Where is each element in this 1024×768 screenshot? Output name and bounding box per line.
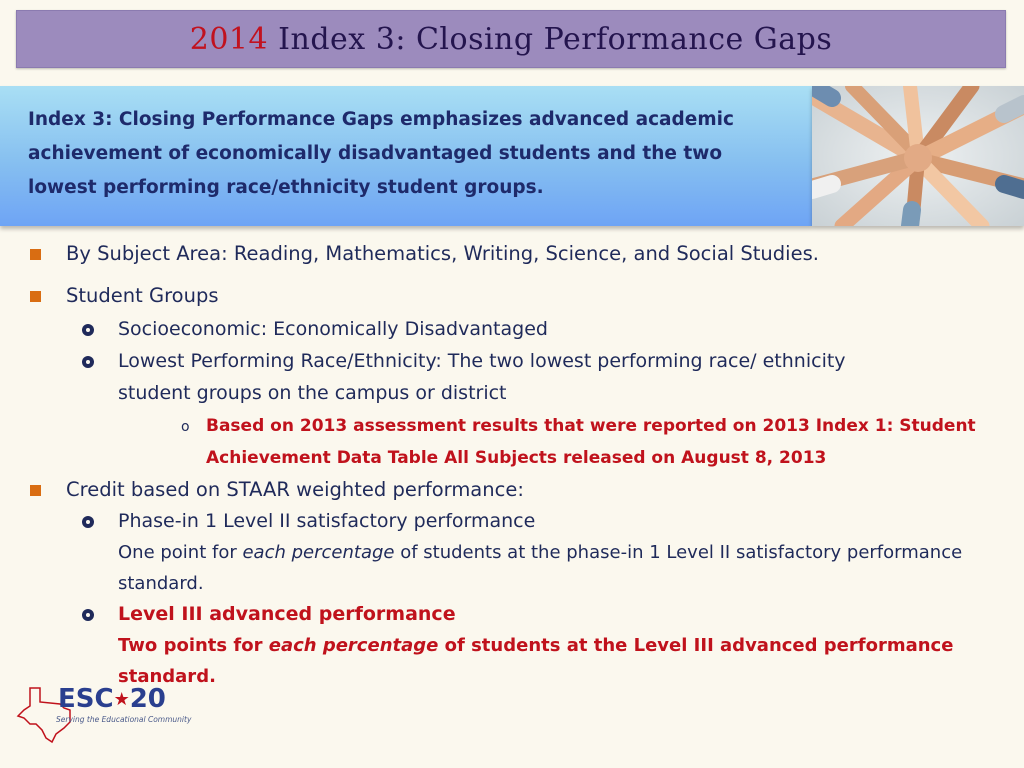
title-year: 2014 xyxy=(189,21,269,57)
square-bullet-icon xyxy=(30,249,41,260)
hands-together-photo xyxy=(812,86,1024,226)
bullet-based-on-2013: o Based on 2013 assessment results that were reported on 2013 Index 1: Student Achievement Data Table All Subjects released on August 8, 2013 xyxy=(206,410,996,474)
bullet-level-iii xyxy=(118,598,988,692)
esc20-logo xyxy=(16,684,192,744)
hollow-circle-bullet-icon: o xyxy=(181,419,190,435)
ring-bullet-icon xyxy=(82,324,94,336)
bullet-subject-area: By Subject Area: Reading, Mathematics, Writing, Science, and Social Studies. xyxy=(66,242,819,265)
phase-in-heading: Phase-in 1 Level II satisfactory performance xyxy=(118,510,536,532)
bullet-credit: Credit based on STAAR weighted performance: xyxy=(66,478,524,501)
title-bar xyxy=(16,10,1006,68)
bullet-phase-in xyxy=(118,505,998,599)
phase-in-description: One point for each percentage of students at the phase-in 1 Level II satisfactory performance standard. xyxy=(118,542,963,594)
hands-photo-illustration xyxy=(812,86,1024,226)
bullet-lowest-performing: Lowest Performing Race/Ethnicity: The two lowest performing race/ ethnicity student groups on the campus or district xyxy=(118,345,878,409)
title-text: Index 3: Closing Performance Gaps xyxy=(278,21,833,57)
bullet-socioeconomic: Socioeconomic: Economically Disadvantaged xyxy=(118,313,998,345)
intro-text: Index 3: Closing Performance Gaps emphasizes advanced academic achievement of economically disadvantaged students and the two lowest performing race/ethnicity student groups. xyxy=(28,109,734,198)
ring-bullet-icon xyxy=(82,609,94,621)
intro-callout xyxy=(0,86,812,226)
level-iii-description: Two points for each percentage of students at the Level III advanced performance standard. xyxy=(118,635,954,687)
bullet-student-groups: Student Groups xyxy=(66,284,219,307)
slide-title xyxy=(190,22,833,57)
ring-bullet-icon xyxy=(82,516,94,528)
logo-wordmark: ESC★20 xyxy=(58,684,166,714)
star-icon: ★ xyxy=(113,689,130,710)
square-bullet-icon xyxy=(30,291,41,302)
ring-bullet-icon xyxy=(82,356,94,368)
square-bullet-icon xyxy=(30,485,41,496)
level-iii-heading: Level III advanced performance xyxy=(118,603,456,625)
logo-tagline: Serving the Educational Community xyxy=(56,715,192,724)
